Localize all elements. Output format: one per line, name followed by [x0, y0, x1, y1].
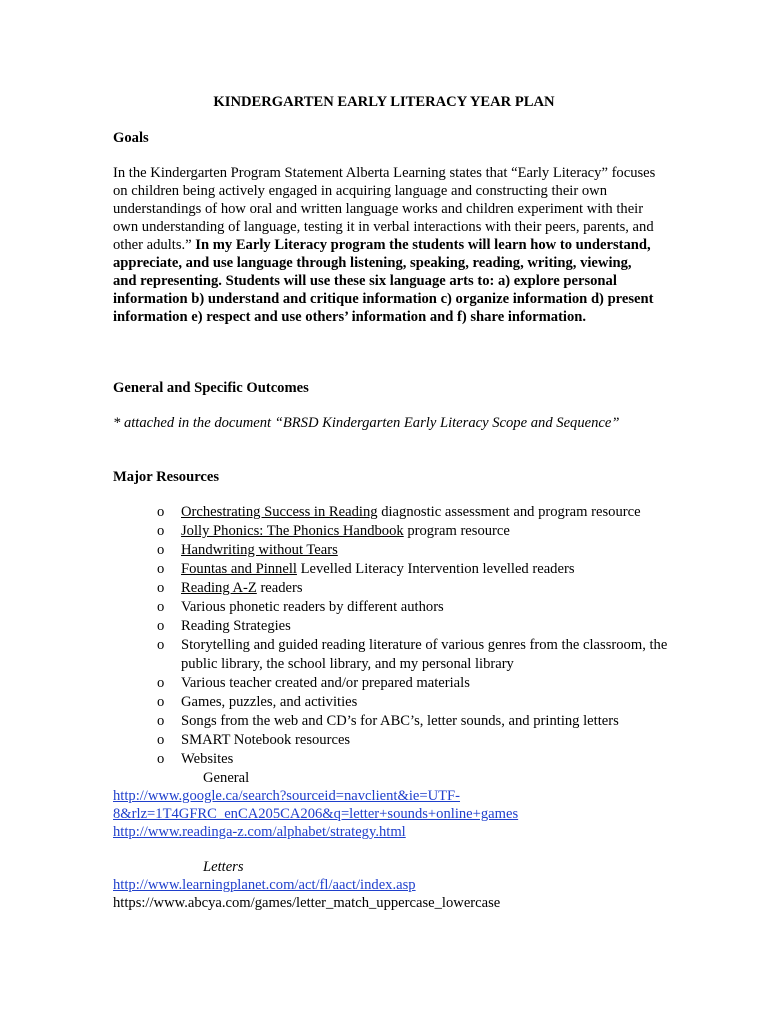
outcomes-note: * attached in the document “BRSD Kindergarten Early Literacy Scope and Sequence” — [113, 415, 620, 431]
list-item — [157, 693, 677, 712]
resource-desc: Various phonetic readers by different authors — [181, 599, 444, 615]
resource-desc: Storytelling and guided reading literature of various genres from the classroom, the public library, the school library, and my personal library — [181, 637, 668, 672]
learningplanet-link[interactable]: http://www.learningplanet.com/act/fl/aact/index.asp — [113, 877, 416, 893]
resource-desc: Songs from the web and CD’s for ABC’s, letter sounds, and printing letters — [181, 713, 619, 729]
bullet-icon: o — [157, 580, 165, 596]
resource-desc: readers — [256, 580, 303, 596]
websites-general-label: General — [203, 770, 250, 786]
list-item — [157, 579, 677, 598]
resource-desc: diagnostic assessment and program resource — [377, 504, 641, 520]
resource-desc: Games, puzzles, and activities — [181, 694, 358, 710]
google-search-link[interactable]: http://www.google.ca/search?sourceid=navclient&ie=UTF- — [113, 788, 461, 804]
abcya-url-text: https://www.abcya.com/games/letter_match_uppercase_lowercase — [113, 895, 501, 911]
bullet-icon: o — [157, 675, 165, 691]
list-item — [157, 636, 677, 674]
resource-desc: Websites — [181, 751, 234, 767]
resource-title: Jolly Phonics: The Phonics Handbook — [181, 523, 404, 539]
list-item — [157, 598, 677, 617]
resource-title: Handwriting without Tears — [181, 542, 338, 558]
goals-text: In the Kindergarten Program Statement Alberta Learning states that “Early Literacy” focuses on children being actively engaged in acquiring language and constructing their own understandings of how oral and written language works and children experiment with their own understanding of language, testing it in verbal interactions with their peers, parents, and other adults.” — [113, 165, 656, 253]
resource-desc: SMART Notebook resources — [181, 732, 351, 748]
resource-title: Orchestrating Success in Reading — [181, 504, 378, 520]
goals-paragraph — [113, 164, 658, 326]
bullet-icon: o — [157, 751, 165, 767]
list-item — [157, 541, 677, 560]
list-item — [157, 712, 677, 731]
resource-title: Fountas and Pinnell — [181, 561, 297, 577]
google-search-link-continued[interactable]: 8&rlz=1T4GFRC_enCA205CA206&q=letter+sounds+online+games — [113, 806, 519, 822]
resource-desc: Reading Strategies — [181, 618, 291, 634]
list-item — [157, 503, 677, 522]
resource-desc: Various teacher created and/or prepared materials — [181, 675, 470, 691]
resource-desc: Levelled Literacy Intervention levelled readers — [296, 561, 575, 577]
document-title: KINDERGARTEN EARLY LITERACY YEAR PLAN — [213, 94, 555, 110]
bullet-icon: o — [157, 504, 165, 520]
bullet-icon: o — [157, 523, 165, 539]
readinga-z-link[interactable]: http://www.readinga-z.com/alphabet/strategy.html — [113, 824, 406, 840]
list-item — [157, 560, 677, 579]
bullet-icon: o — [157, 713, 165, 729]
list-item — [157, 674, 677, 693]
bullet-icon: o — [157, 732, 165, 748]
outcomes-heading: General and Specific Outcomes — [113, 380, 309, 396]
bullet-icon: o — [157, 618, 165, 634]
bullet-icon: o — [157, 637, 165, 653]
bullet-icon: o — [157, 694, 165, 710]
resources-heading: Major Resources — [113, 469, 220, 485]
list-item — [157, 522, 677, 541]
websites-letters-label: Letters — [203, 859, 244, 875]
list-item — [157, 617, 677, 636]
goals-bold-text: In my Early Literacy program the students will learn how to understand, appreciate, and use language through listening, speaking, reading, writing, viewing, and representing. Students will use these six language arts to: a) explore personal information b) understand and critique information c) organize information d) present information e) respect and use others’ information and f) share information. — [113, 237, 654, 325]
bullet-icon: o — [157, 542, 165, 558]
goals-heading: Goals — [113, 130, 149, 146]
resource-desc: program resource — [403, 523, 510, 539]
resource-title: Reading A-Z — [181, 580, 257, 596]
list-item — [157, 750, 677, 769]
resources-list — [157, 503, 677, 769]
bullet-icon: o — [157, 599, 165, 615]
list-item — [157, 731, 677, 750]
bullet-icon: o — [157, 561, 165, 577]
